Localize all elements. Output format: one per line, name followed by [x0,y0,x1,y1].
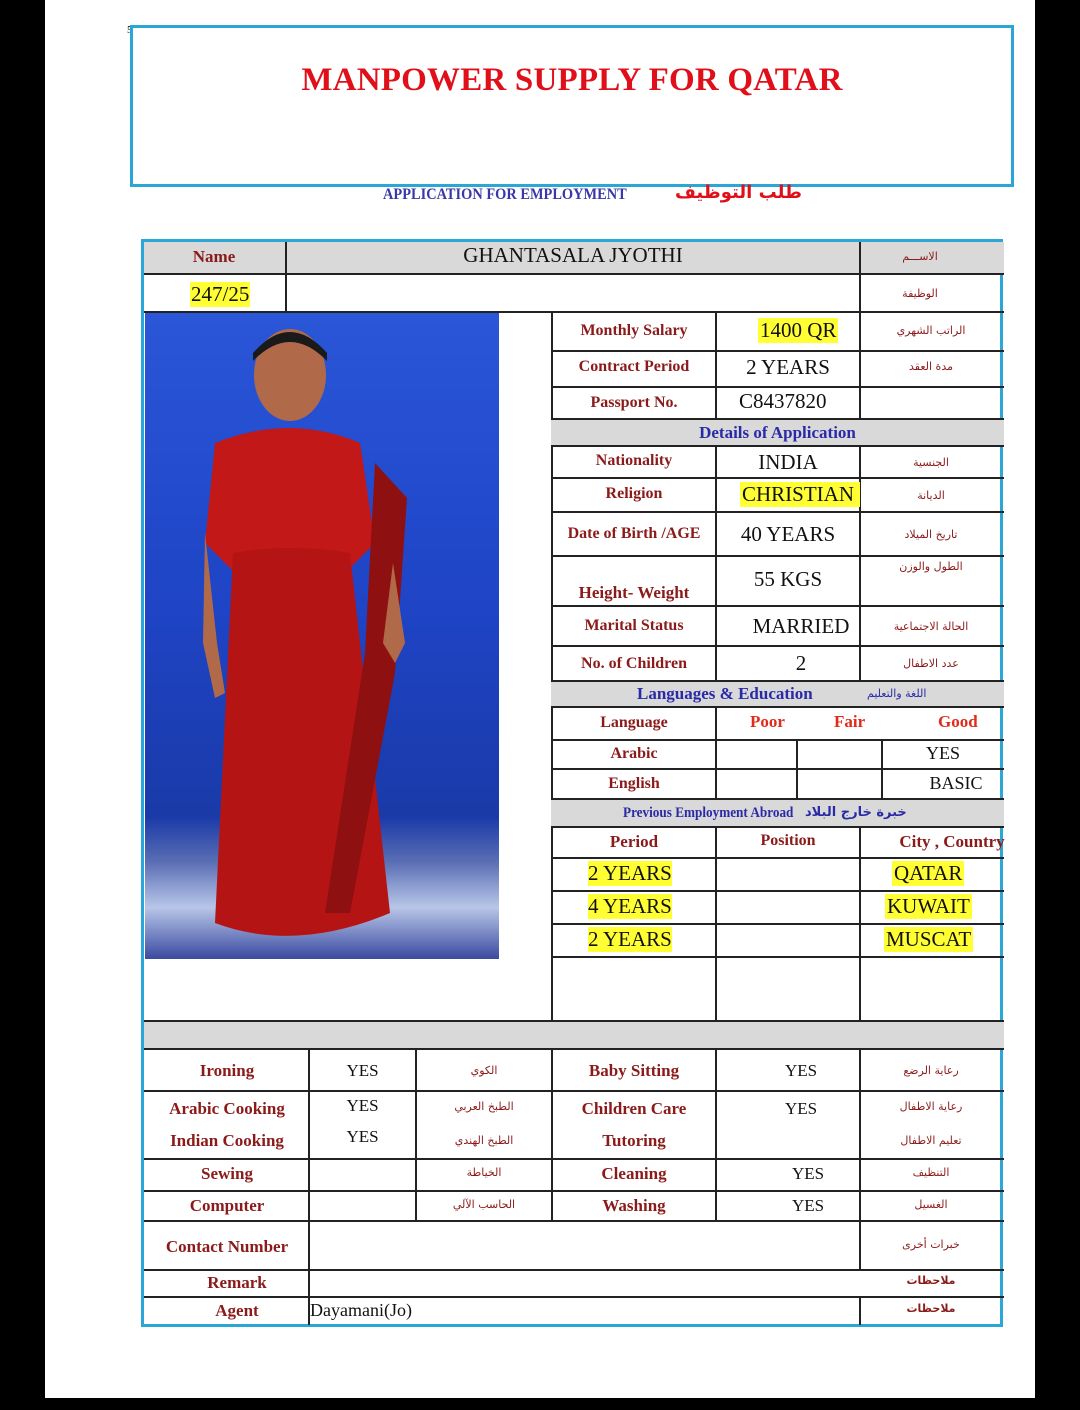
height-weight-label-ar: الطول والوزن [899,560,963,573]
height-weight-value: 55 KGS [753,567,823,591]
skill-ironing-value: YES [346,1061,379,1080]
remark-label: Remark [207,1273,267,1292]
dob-age-value: 40 YEARS [740,522,836,546]
applicant-figure [145,313,499,959]
application-subtitle: APPLICATION FOR EMPLOYMENT [383,186,627,203]
languages-header: Languages & Education [637,684,813,703]
separator-band [144,1022,1004,1048]
skill-washing-label: Washing [602,1196,666,1215]
passport-label: Passport No. [590,394,678,411]
skill-washing-ar: الغسيل [914,1198,948,1211]
details-header: Details of Application [699,423,856,442]
height-weight-label: Height- Weight [578,583,690,602]
position-col-header: Position [760,832,816,849]
skill-ironing-ar: الكوي [470,1064,498,1077]
good-col-header: Good [938,712,978,731]
period-col-header: Period [609,832,659,851]
contract-label-ar: مدة العقد [909,360,953,373]
skill-children-care-value: YES [784,1099,818,1118]
skill-baby-sitting-ar: رعاية الرضع [903,1064,959,1077]
salary-label: Monthly Salary [580,322,688,339]
skill-children-care-label: Children Care [581,1099,687,1118]
skill-ironing-label: Ironing [199,1061,255,1080]
skill-children-care-ar: رعاية الاطفال [899,1100,963,1113]
nationality-label: Nationality [595,452,673,469]
header-box [130,25,1014,187]
skill-arabic-cooking-label: Arabic Cooking [169,1099,285,1118]
language-arabic: Arabic [610,745,658,762]
skill-baby-sitting-value: YES [784,1061,818,1080]
language-col-header: Language [600,714,668,731]
dob-age-label: Date of Birth /AGE [567,525,701,542]
agent-label: Agent [215,1301,259,1320]
marital-label: Marital Status [584,617,684,634]
skill-computer-label: Computer [189,1196,265,1215]
application-form-page [45,0,1035,1398]
salary-label-ar: الراتب الشهري [896,324,966,337]
contact-number-ar: خبرات أخرى [902,1238,960,1251]
name-value: GHANTASALA JYOTHI [463,243,683,267]
form-title: MANPOWER SUPPLY FOR QATAR [301,62,843,98]
skill-sewing-label: Sewing [201,1164,253,1183]
nationality-value: INDIA [758,450,818,474]
previous-employment-header: Previous Employment Abroad [623,805,794,821]
fair-col-header: Fair [834,712,866,731]
contract-label: Contract Period [578,358,690,375]
prev-city-3: MUSCAT [886,927,972,951]
language-english: English [608,775,660,792]
skill-sewing-ar: الخياطة [466,1166,502,1179]
skill-indian-cooking-ar: الطبخ الهندي [454,1134,514,1147]
agent-value: Dayamani(Jo) [310,1300,412,1320]
contact-number-label: Contact Number [165,1237,289,1256]
salary-value: 1400 QR [760,318,837,342]
skill-cleaning-value: YES [791,1164,825,1183]
passport-value: C8437820 [739,389,827,413]
religion-value: CHRISTIAN [740,482,860,507]
contract-value: 2 YEARS [746,355,830,379]
prev-period-2: 4 YEARS [588,894,672,918]
reference-label-ar: الوظيفة [902,287,938,300]
name-label: Name [192,247,236,266]
english-good-value: BASIC [929,773,983,793]
marital-value: MARRIED [752,614,850,638]
prev-period-1: 2 YEARS [588,861,672,885]
skill-arabic-cooking-value: YES [346,1096,379,1115]
previous-employment-header-ar: خبرة خارج البلاد [805,805,907,820]
prev-city-1: QATAR [894,861,963,885]
children-value: 2 [795,651,807,675]
skill-indian-cooking-value: YES [346,1127,379,1146]
languages-header-ar: اللغة والتعليم [867,687,927,700]
name-label-ar: الاســـم [902,250,938,263]
prev-city-2: KUWAIT [887,894,970,918]
skill-baby-sitting-label: Baby Sitting [588,1061,680,1080]
prev-period-3: 2 YEARS [588,927,672,951]
skill-cleaning-label: Cleaning [601,1164,667,1183]
children-label: No. of Children [581,655,687,672]
dob-age-label-ar: تاريخ الميلاد [904,528,958,541]
children-label-ar: عدد الاطفال [903,657,959,670]
corner-mark: 5 [127,24,133,36]
skill-tutoring-label: Tutoring [602,1131,666,1150]
arabic-good-value: YES [925,743,960,763]
nationality-label-ar: الجنسية [913,456,949,469]
skill-cleaning-ar: التنظيف [912,1166,950,1179]
agent-ar: ملاحظات [906,1302,956,1315]
application-subtitle-ar: طلب التوظيف [675,182,802,203]
marital-label-ar: الحالة الاجتماعية [893,620,969,633]
skill-computer-ar: الحاسب الآلي [452,1198,516,1211]
religion-label-ar: الديانة [917,489,945,502]
applicant-photo [145,313,499,959]
poor-col-header: Poor [750,712,785,731]
religion-label: Religion [605,485,663,502]
remark-ar: ملاحظات [906,1274,956,1287]
skill-arabic-cooking-ar: الطبخ العربي [454,1100,514,1113]
skill-tutoring-ar: تعليم الاطفال [900,1134,962,1147]
city-col-header: City , Country [899,832,1005,851]
reference-number: 247/25 [191,282,250,306]
skill-washing-value: YES [791,1196,825,1215]
skill-indian-cooking-label: Indian Cooking [170,1131,284,1150]
